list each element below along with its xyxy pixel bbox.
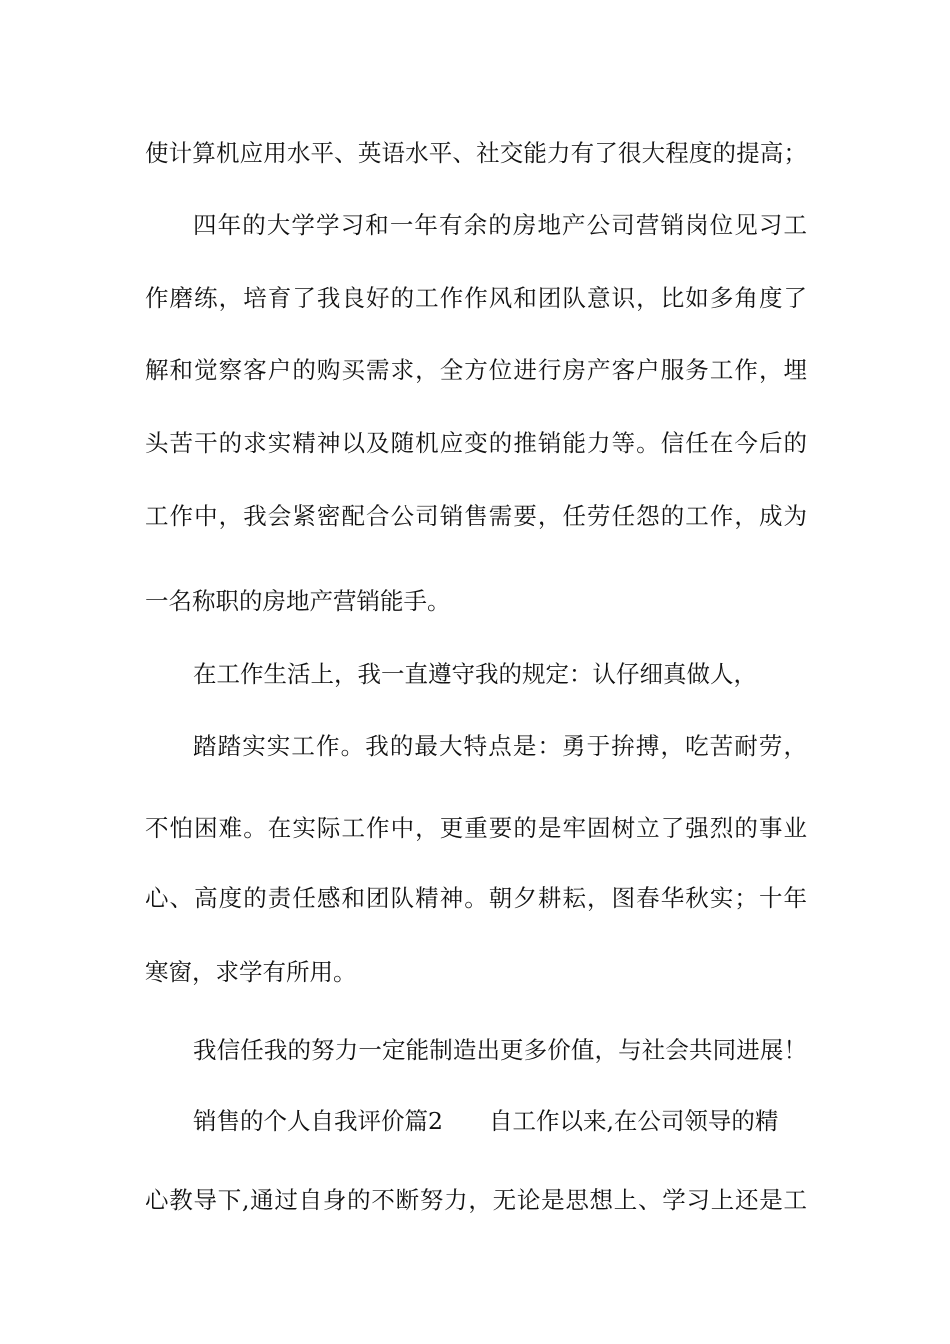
paragraph-start-line: 我信任我的努力一定能制造出更多价值，与社会共同进展！: [193, 1036, 807, 1064]
text-line: 解和觉察客户的购买需求，全方位进行房产客户服务工作，埋: [145, 356, 807, 384]
text-line: 头苦干的求实精神以及随机应变的推销能力等。信任在今后的: [145, 429, 807, 457]
text-line: 心教导下,通过自身的不断努力，无论是思想上、学习上还是工: [145, 1186, 807, 1214]
text-line: 作磨练，培育了我良好的工作作风和团队意识，比如多角度了: [145, 284, 807, 312]
text-line: 使计算机应用水平、英语水平、社交能力有了很大程度的提高；: [145, 139, 807, 167]
section-heading-title: 销售的个人自我评价篇2: [193, 1107, 443, 1135]
section-heading-continuation: 自工作以来,在公司领导的精: [488, 1107, 779, 1135]
paragraph-start-line: 在工作生活上，我一直遵守我的规定：认仔细真做人，: [193, 660, 757, 688]
paragraph-start-line: 四年的大学学习和一年有余的房地产公司营销岗位见习工: [193, 211, 807, 239]
text-line: 不怕困难。在实际工作中，更重要的是牢固树立了强烈的事业: [145, 814, 807, 842]
text-line: 工作中，我会紧密配合公司销售需要，任劳任怨的工作，成为: [145, 502, 807, 530]
section-heading-line: [193, 1101, 807, 1141]
text-line: 寒窗，求学有所用。: [145, 958, 357, 986]
text-line: 一名称职的房地产营销能手。: [145, 587, 451, 615]
paragraph-start-line: 踏踏实实工作。我的最大特点是：勇于拚搏，吃苦耐劳，: [193, 732, 807, 760]
text-line: 心、高度的责任感和团队精神。朝夕耕耘，图春华秋实；十年: [145, 884, 807, 912]
